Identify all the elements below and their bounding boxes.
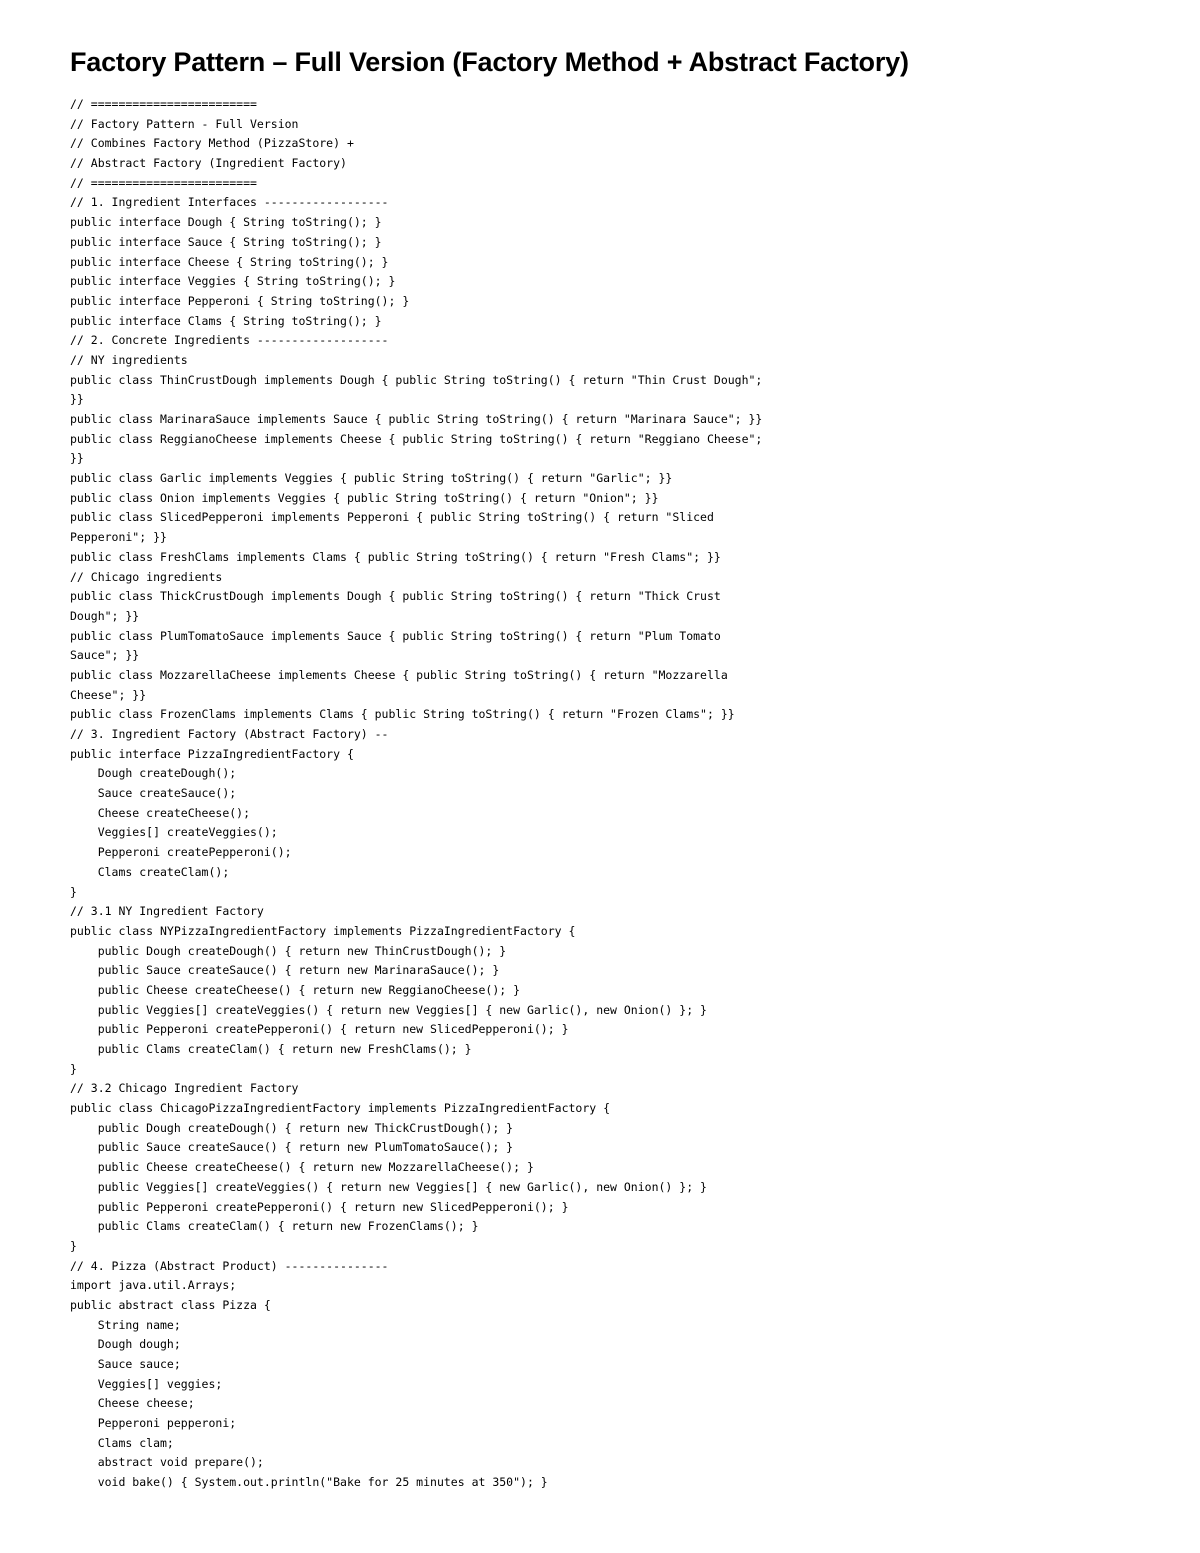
code-line: public class MozzarellaCheese implements Cheese { public String toString() { return "Mozzarella [70,667,728,682]
code-line: }} [70,451,84,466]
code-line: public interface Cheese { String toString(); } [70,254,389,269]
code-line: public Pepperoni createPepperoni() { return new SlicedPepperoni(); } [70,1022,569,1037]
code-line: public class Garlic implements Veggies { public String toString() { return "Garlic"; }} [70,471,673,486]
code-line: Pepperoni pepperoni; [70,1416,237,1431]
document-title: Factory Pattern – Full Version (Factory Method + Abstract Factory) [70,47,909,77]
code-line: // Abstract Factory (Ingredient Factory) [70,156,347,171]
code-line: // Combines Factory Method (PizzaStore) + [70,136,354,151]
code-line: // 4. Pizza (Abstract Product) --------------- [70,1258,389,1273]
code-line: } [70,884,77,899]
code-line: } [70,1238,77,1253]
code-line: Sauce sauce; [70,1357,181,1371]
code-line: public Dough createDough() { return new ThickCrustDough(); } [70,1120,514,1135]
code-line: public Veggies[] createVeggies() { return new Veggies[] { new Garlic(), new Onion() }; } [70,1002,707,1017]
code-line: Veggies[] veggies; [70,1376,223,1391]
code-line: Veggies[] createVeggies(); [70,825,278,840]
code-line: public class FrozenClams implements Clams { public String toString() { return "Frozen Clams"; }} [70,707,735,722]
code-line: // 1. Ingredient Interfaces ------------------ [70,195,389,210]
code-line: public class FreshClams implements Clams { public String toString() { return "Fresh Clams"; }} [70,549,721,564]
code-line: // Chicago ingredients [70,569,223,584]
code-line: public Cheese createCheese() { return new ReggianoCheese(); } [70,982,521,997]
code-line: public abstract class Pizza { [70,1297,271,1312]
code-line: Cheese cheese; [70,1396,195,1411]
code-line: // ======================== [70,175,257,190]
code-line: public class PlumTomatoSauce implements Sauce { public String toString() { return "Plum Tomato [70,628,721,643]
code-line: public interface Veggies { String toString(); } [70,274,396,289]
code-line: Dough createDough(); [70,766,237,781]
code-block [70,95,1150,1493]
code-line: public interface Dough { String toString(); } [70,215,382,230]
code-line: public interface Clams { String toString(); } [70,313,382,328]
code-line: void bake() { System.out.println("Bake for 25 minutes at 350"); } [70,1475,548,1490]
code-line: public interface Pepperoni { String toString(); } [70,293,410,308]
code-line: // 3.2 Chicago Ingredient Factory [70,1081,299,1096]
code-line: public class SlicedPepperoni implements Pepperoni { public String toString() { return "Sliced [70,510,714,525]
code-line: Dough dough; [70,1337,181,1352]
code-line: public Clams createClam() { return new FreshClams(); } [70,1042,472,1056]
code-line: // 3.1 NY Ingredient Factory [70,904,264,919]
code-line: } [70,1061,77,1076]
code-line: Clams clam; [70,1435,174,1450]
code-line: abstract void prepare(); [70,1455,264,1470]
code-line: public class MarinaraSauce implements Sauce { public String toString() { return "Marinara Sauce"; }} [70,412,763,426]
code-line: String name; [70,1317,181,1332]
code-line: public class ThickCrustDough implements Dough { public String toString() { return "Thick Crust [70,589,721,604]
code-line: Sauce createSauce(); [70,786,237,801]
code-line: // ======================== [70,97,257,111]
code-line: public Sauce createSauce() { return new MarinaraSauce(); } [70,963,500,978]
code-line: public Pepperoni createPepperoni() { return new SlicedPepperoni(); } [70,1199,569,1214]
code-line: public Cheese createCheese() { return new MozzarellaCheese(); } [70,1160,534,1175]
code-line: Dough"; }} [70,608,140,623]
code-line: public interface PizzaIngredientFactory { [70,746,354,761]
code-line: public interface Sauce { String toString(); } [70,234,382,249]
code-line: Cheese createCheese(); [70,805,251,820]
code-line: // 2. Concrete Ingredients ------------------- [70,333,389,348]
code-line: Sauce"; }} [70,648,140,663]
code-line: public class NYPizzaIngredientFactory implements PizzaIngredientFactory { [70,923,576,938]
code-line: public class Onion implements Veggies { public String toString() { return "Onion"; }} [70,490,659,505]
code-line: public Sauce createSauce() { return new PlumTomatoSauce(); } [70,1140,514,1155]
code-line: Pepperoni createPepperoni(); [70,845,292,860]
code-line: public Clams createClam() { return new FrozenClams(); } [70,1219,479,1234]
code-line: public class ThinCrustDough implements Dough { public String toString() { return "Thin Crust Dough"; [70,372,763,387]
code-line: // 3. Ingredient Factory (Abstract Factory) -- [70,727,389,741]
code-line: public Dough createDough() { return new ThinCrustDough(); } [70,943,507,958]
code-line: }} [70,392,84,407]
code-line: // Factory Pattern - Full Version [70,116,299,131]
code-line: public class ReggianoCheese implements Cheese { public String toString() { return "Reggiano Cheese"; [70,431,763,446]
code-line: // NY ingredients [70,352,188,367]
code-line: public class ChicagoPizzaIngredientFactory implements PizzaIngredientFactory { [70,1101,611,1116]
code-line: import java.util.Arrays; [70,1278,237,1293]
code-line: public Veggies[] createVeggies() { return new Veggies[] { new Garlic(), new Onion() }; } [70,1179,707,1194]
code-line: Pepperoni"; }} [70,530,167,545]
code-line: Cheese"; }} [70,687,147,702]
code-line: Clams createClam(); [70,864,230,879]
